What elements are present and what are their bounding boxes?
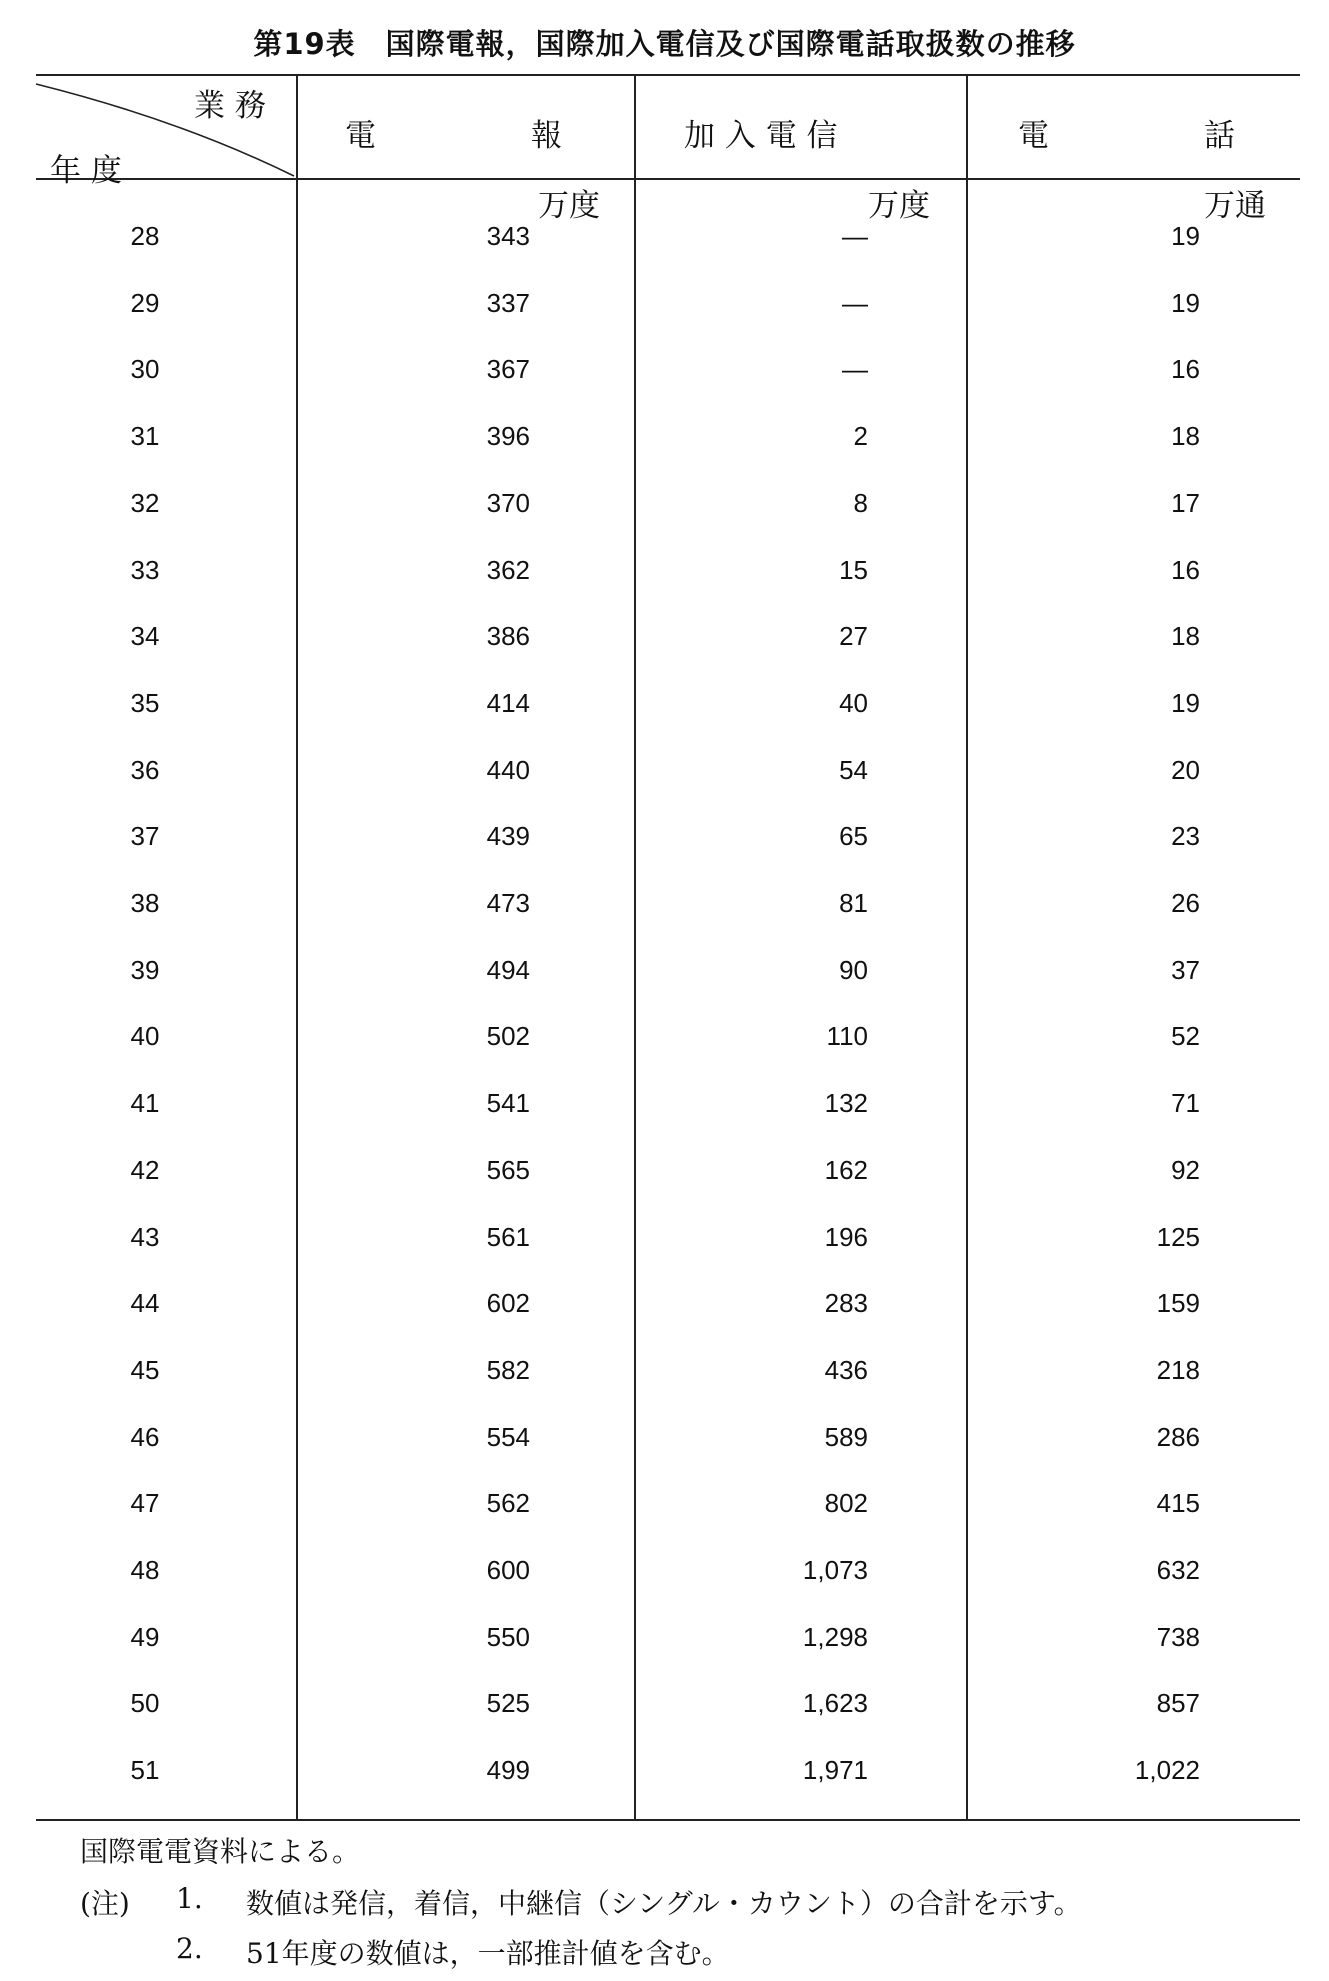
telegram-cell: 562 [486,1488,530,1519]
column-header-telephone: 電 話 [1018,118,1235,154]
telegram-cell: 414 [486,687,530,718]
telegram-cell: 561 [486,1221,530,1252]
year-cell: 36 [130,754,160,785]
note-1-number: 1. [176,1882,203,1915]
year-cell: 43 [130,1221,160,1252]
telegram-cell: 439 [486,821,530,852]
year-cell: 42 [130,1154,160,1185]
telephone-cell: 20 [1171,754,1200,785]
column-header-telex: 加 入 電 信 [684,118,838,154]
telegram-cell: 396 [486,421,530,452]
telex-cell: 1,623 [802,1688,868,1719]
note-2-text: 51年度の数値は，一部推計値を含む。 [246,1937,730,1970]
corner-label-business: 業 務 [194,88,266,124]
telephone-cell: 92 [1171,1154,1200,1185]
year-cell: 30 [130,354,160,385]
note-label: (注) [80,1887,130,1920]
telex-cell: — [842,354,868,385]
year-cell: 45 [130,1354,160,1385]
year-cell: 40 [130,1021,160,1052]
note-1-text: 数値は発信，着信，中継信（シングル・カウント）の合計を示す。 [246,1887,1082,1920]
telegram-cell: 370 [486,487,530,518]
telephone-cell: 18 [1171,421,1200,452]
telex-cell: 54 [839,754,868,785]
telex-cell: 81 [839,888,868,918]
telegram-cell: 473 [486,888,530,918]
telephone-cell: 19 [1171,687,1200,718]
year-cell: 51 [130,1755,160,1786]
telegram-cell: 602 [486,1288,530,1319]
telex-cell: 162 [824,1154,868,1185]
telex-cell: — [842,221,868,251]
telephone-cell: 19 [1171,287,1200,318]
year-cell: 41 [130,1088,160,1119]
year-cell: 37 [130,821,160,852]
corner-label-year: 年 度 [50,153,122,189]
telex-cell: 132 [824,1088,868,1119]
column-header-telegram: 電 報 [345,118,562,154]
telegram-cell: 367 [486,354,530,385]
table-bottom-rule [36,1819,1300,1821]
telephone-cell: 18 [1171,621,1200,652]
year-cell: 39 [130,954,160,985]
year-cell: 28 [130,221,160,251]
telephone-cell: 16 [1171,354,1200,385]
year-cell: 50 [130,1688,160,1719]
telegram-cell: 494 [486,954,530,985]
telephone-cell: 23 [1171,821,1200,852]
telex-cell: 15 [839,554,868,585]
telex-cell: 436 [824,1354,868,1385]
column-divider-3 [966,74,968,1821]
source-note: 国際電電資料による。 [80,1835,361,1868]
telegram-cell: 440 [486,754,530,785]
telegram-cell: 386 [486,621,530,652]
telegram-cell: 582 [486,1354,530,1385]
note-2-number: 2. [176,1932,203,1965]
year-cell: 48 [130,1555,160,1585]
telex-cell: 8 [853,487,868,518]
telex-cell: 40 [839,687,868,718]
year-cell: 44 [130,1288,160,1319]
telex-cell: 283 [824,1288,868,1319]
telex-cell: 2 [853,421,868,452]
telex-cell: 65 [839,821,868,852]
year-cell: 31 [130,421,160,452]
year-cell: 47 [130,1488,160,1519]
telegram-cell: 541 [486,1088,530,1119]
year-cell: 38 [130,888,160,918]
telephone-cell: 415 [1156,1488,1200,1519]
telephone-cell: 286 [1156,1421,1200,1452]
year-cell: 49 [130,1621,160,1652]
telegram-cell: 565 [486,1154,530,1185]
column-divider-1 [296,74,298,1821]
year-cell: 33 [130,554,160,585]
telex-cell: 1,298 [802,1621,868,1652]
telex-cell: — [842,287,868,318]
telex-cell: 1,971 [802,1755,868,1786]
telegram-cell: 554 [486,1421,530,1452]
telephone-cell: 19 [1171,221,1200,251]
unit-telegram: 万度 [538,188,600,224]
telegram-cell: 525 [486,1688,530,1719]
year-cell: 46 [130,1421,160,1452]
telegram-cell: 343 [486,221,530,251]
telephone-cell: 857 [1156,1688,1200,1719]
telephone-cell: 16 [1171,554,1200,585]
telex-cell: 589 [824,1421,868,1452]
unit-telephone: 万通 [1204,188,1266,224]
telegram-cell: 337 [486,287,530,318]
telegram-cell: 499 [486,1755,530,1786]
telephone-cell: 218 [1156,1354,1200,1385]
telegram-cell: 502 [486,1021,530,1052]
telephone-cell: 125 [1156,1221,1200,1252]
telex-cell: 110 [826,1021,868,1052]
telex-cell: 196 [824,1221,868,1252]
telephone-cell: 52 [1171,1021,1200,1052]
table-title: 第19表 国際電報，国際加入電信及び国際電話取扱数の推移 [253,27,1076,61]
telex-cell: 1,073 [802,1555,868,1585]
year-cell: 35 [130,687,160,718]
telex-cell: 90 [839,954,868,985]
telephone-cell: 1,022 [1134,1755,1200,1786]
telex-cell: 27 [839,621,868,652]
telephone-cell: 159 [1156,1288,1200,1319]
telegram-cell: 550 [486,1621,530,1652]
telephone-cell: 37 [1171,954,1200,985]
year-cell: 29 [130,287,160,318]
telegram-cell: 362 [486,554,530,585]
year-cell: 34 [130,621,160,652]
telephone-cell: 17 [1171,487,1200,518]
column-divider-2 [634,74,636,1821]
telephone-cell: 632 [1156,1555,1200,1585]
unit-telex: 万度 [868,188,930,224]
telex-cell: 802 [824,1488,868,1519]
telephone-cell: 71 [1171,1088,1200,1119]
year-cell: 32 [130,487,160,518]
telephone-cell: 738 [1156,1621,1200,1652]
telephone-cell: 26 [1171,888,1200,918]
telegram-cell: 600 [486,1555,530,1585]
